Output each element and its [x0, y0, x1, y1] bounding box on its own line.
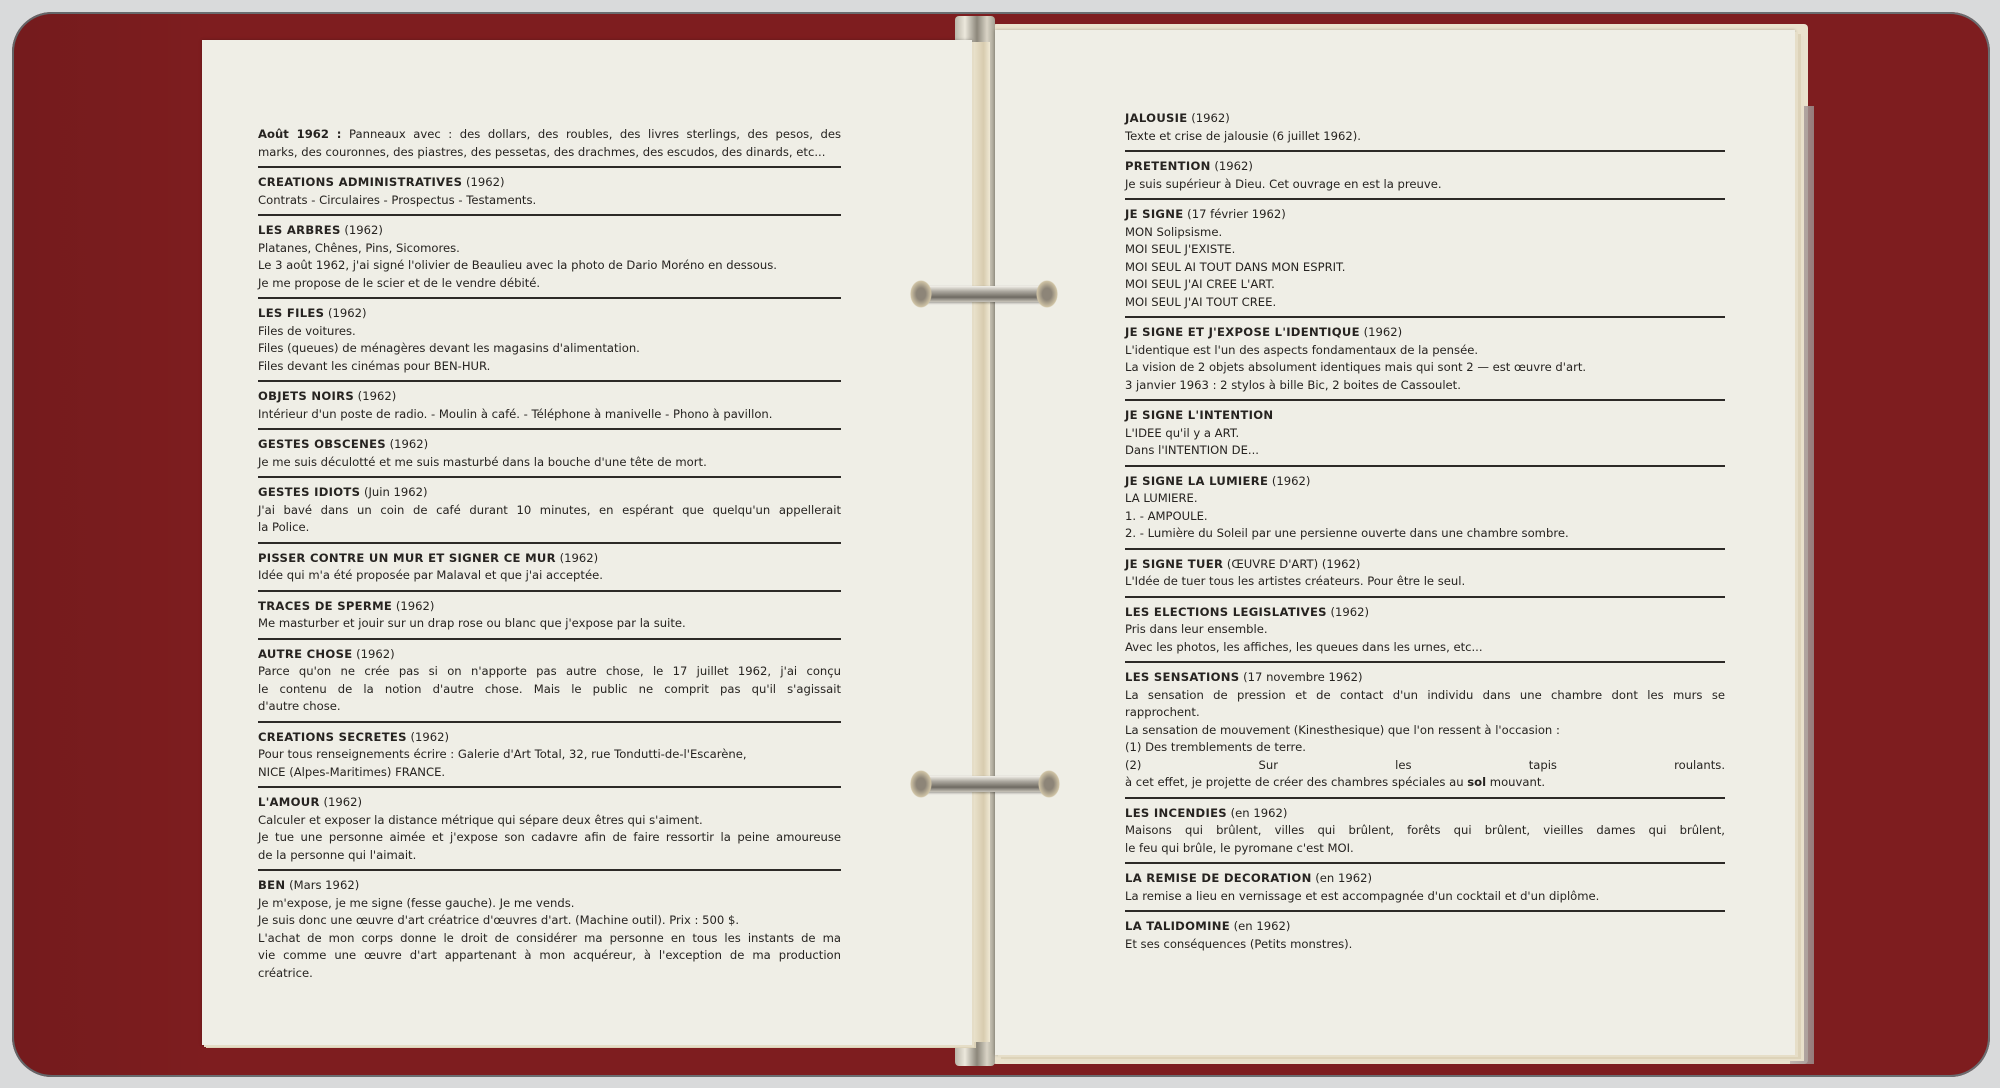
entry-date: (1962) [344, 223, 383, 237]
binder-ring-top [920, 286, 1048, 302]
punch-hole-left [910, 280, 932, 308]
entry-heading [1125, 324, 1725, 342]
entry-line: Je me propose de le scier et de le vendre débité. [258, 275, 541, 290]
entry-body [258, 567, 841, 585]
entry-body [1125, 342, 1725, 395]
entry-title: JE SIGNE ET J'EXPOSE L'IDENTIQUE [1125, 325, 1360, 339]
entry-date: (1962) [1271, 473, 1311, 488]
entry-date: (1962) [395, 598, 435, 613]
entry-la-remise-de-decoration [1125, 868, 1725, 912]
entry-line: L'IDEE qu'il y a ART. [1125, 425, 1240, 440]
entry-heading [258, 305, 841, 323]
punch-hole-right [1038, 770, 1060, 798]
entry-title: BEN [258, 878, 286, 892]
entry-date: (Juin 1962) [363, 485, 428, 499]
entry-creations-administratives [258, 172, 841, 216]
entry-line: Texte et crise de jalousie (6 juillet 1962). [1125, 128, 1361, 143]
entry-heading [1125, 110, 1725, 128]
entry-heading [258, 222, 841, 240]
entry-je-signe-la-lumiere [1125, 471, 1725, 550]
entry-l-amour [258, 792, 841, 871]
entry-heading [1125, 556, 1725, 574]
entry-line: J'ai bavé dans un coin de café durant 10 minutes, en espérant que quelqu'un appellerait [258, 502, 841, 517]
entry-heading [1125, 669, 1725, 687]
entry-date: (1962) [1363, 325, 1403, 339]
entry-intro [258, 124, 841, 168]
entry-line: Je tue une personne aimée et j'expose son cadavre afin de faire ressortir la peine amoureuse [258, 830, 841, 844]
entry-line: (2) Sur les tapis roulants. [1125, 757, 1725, 772]
entry-date: (1962) [1330, 604, 1370, 619]
entry-je-signe-tuer [1125, 554, 1725, 598]
entry-line: Files (queues) de ménagères devant les magasins d'alimentation. [258, 341, 640, 355]
entry-body [258, 406, 841, 424]
entry-heading [1125, 158, 1725, 176]
entry-title: LES SENSATIONS [1125, 670, 1240, 684]
entry-date: (1962) [1214, 159, 1253, 173]
entry-body [258, 895, 841, 983]
entry-line: (1) Des tremblements de terre. [1125, 740, 1306, 754]
entry-title: L'AMOUR [258, 795, 320, 809]
entry-date: (1962) [410, 729, 450, 744]
entry-line: MOI SEUL J'AI CREE L'ART. [1125, 277, 1275, 291]
entry-date: (1962) [327, 306, 367, 320]
entry-body [258, 812, 841, 865]
entry-title: LES ELECTIONS LEGISLATIVES [1125, 604, 1327, 619]
entry-date: (en 1962) [1233, 919, 1291, 933]
entry-line: Et ses conséquences (Petits monstres). [1125, 936, 1353, 951]
entry-title: CREATIONS ADMINISTRATIVES [258, 175, 463, 189]
entry-line: Je suis donc une œuvre d'art créatrice d'œuvres d'art. (Machine outil). Prix : 500 $. [258, 913, 740, 927]
entry-heading [258, 550, 841, 568]
entry-line: Maisons qui brûlent, villes qui brûlent, forêts qui brûlent, vieilles dames qui brûlent, [1125, 823, 1725, 837]
entry-line: 3 janvier 1963 : 2 stylos à bille Bic, 2 boites de Cassoulet. [1125, 377, 1461, 392]
entry-heading [258, 877, 841, 895]
entry-line: Je suis supérieur à Dieu. Cet ouvrage en est la preuve. [1125, 176, 1442, 191]
entry-la-talidomine [1125, 916, 1725, 958]
entry-line: Pour tous renseignements écrire : Galerie d'Art Total, 32, rue Tondutti-de-l'Escarène, [258, 747, 747, 761]
entry-line: 1. - AMPOULE. [1125, 508, 1208, 523]
entry-title: LA TALIDOMINE [1125, 919, 1230, 933]
entry-pisser-contre-un-mur-et-signer-ce-mur [258, 548, 841, 592]
entry-line: MON Solipsisme. [1125, 224, 1223, 239]
entry-heading [258, 598, 841, 616]
entry-title: GESTES OBSCENES [258, 437, 386, 451]
entry-line: Calculer et exposer la distance métrique qui sépare deux êtres qui s'aiment. [258, 812, 703, 827]
entry-line: Files de voitures. [258, 323, 356, 338]
punch-hole-right [1036, 280, 1058, 308]
punch-hole-left [910, 770, 932, 798]
entry-body [258, 454, 841, 472]
entry-heading [1125, 206, 1725, 224]
entry-body [1125, 621, 1725, 656]
emphasis-sol: sol [1467, 775, 1487, 789]
entry-date: (1962) [357, 389, 397, 403]
entry-heading [1125, 918, 1725, 936]
entry-body [1125, 936, 1725, 954]
entry-date: (1962) [559, 550, 599, 565]
entry-heading [1125, 805, 1725, 823]
right-entries [1125, 108, 1725, 958]
entry-date: (1962) [356, 646, 395, 661]
entry-title: PISSER CONTRE UN MUR ET SIGNER CE MUR [258, 550, 556, 565]
entry-les-files [258, 303, 841, 382]
entry-line: 2. - Lumière du Soleil par une persienne ouverte dans une chambre sombre. [1125, 526, 1569, 540]
entry-line: LA LUMIERE. [1125, 491, 1198, 505]
left-entries [258, 172, 841, 987]
entry-line: MOI SEUL J'EXISTE. [1125, 242, 1236, 256]
entry-body [258, 323, 841, 376]
entry-body [258, 746, 841, 781]
entry-heading [1125, 604, 1725, 622]
entry-title: AUTRE CHOSE [258, 646, 353, 661]
entry-heading [258, 484, 841, 502]
entry-line: Files devant les cinémas pour BEN-HUR. [258, 358, 491, 373]
entry-date: (17 février 1962) [1187, 207, 1286, 221]
entry-title: JE SIGNE L'INTENTION [1125, 408, 1274, 422]
entry-body [258, 502, 841, 537]
entry-line: Je m'expose, je me signe (fesse gauche). Je me vends. [258, 895, 575, 910]
entry-date: (1962) [1191, 111, 1230, 125]
entry-line: Avec les photos, les affiches, les queues dans les urnes, etc... [1125, 639, 1483, 654]
entry-gestes-idiots [258, 482, 841, 544]
entry-date: (en 1962) [1315, 871, 1372, 885]
entry-les-incendies [1125, 803, 1725, 865]
entry-title: GESTES IDIOTS [258, 485, 361, 499]
entry-line: La remise a lieu en vernissage et est accompagnée d'un cocktail et d'un diplôme. [1125, 888, 1600, 903]
entry-date: (ŒUVRE D'ART) (1962) [1226, 556, 1361, 571]
entry-line: rapprochent. [1125, 705, 1200, 719]
entry-body [1125, 687, 1725, 792]
entry-title: LES FILES [258, 306, 325, 320]
entry-les-elections-legislatives [1125, 602, 1725, 664]
entry-line: Août 1962 : Panneaux avec : des dollars, des roubles, des livres sterlings, des pesos, des [258, 127, 841, 141]
entry-title: JE SIGNE [1125, 207, 1184, 221]
entry-title: CREATIONS SECRETES [258, 729, 407, 744]
entry-heading [258, 436, 841, 454]
entry-line: à cet effet, je projette de créer des chambres spéciales au sol mouvant. [1125, 775, 1546, 789]
entry-line: MOI SEUL J'AI TOUT CREE. [1125, 294, 1277, 309]
entry-line: Pris dans leur ensemble. [1125, 622, 1268, 636]
entry-autre-chose [258, 644, 841, 723]
entry-line: Me masturber et jouir sur un drap rose ou blanc que j'expose par la suite. [258, 616, 686, 630]
entry-je-signe-l-intention [1125, 405, 1725, 467]
entry-body [1125, 822, 1725, 857]
entry-heading [1125, 407, 1725, 425]
entry-traces-de-sperme [258, 596, 841, 640]
entry-line: La sensation de mouvement (Kinesthesique) que l'on ressent à l'occasion : [1125, 722, 1560, 737]
right-page-text [1125, 108, 1725, 962]
entry-ben [258, 875, 841, 987]
entry-line: le feu qui brûle, le pyromane c'est MOI. [1125, 840, 1354, 855]
entry-jalousie [1125, 108, 1725, 152]
entry-creations-secretes [258, 727, 841, 789]
entry-line: NICE (Alpes-Maritimes) FRANCE. [258, 764, 446, 779]
intro-label: Août 1962 : [258, 127, 342, 141]
entry-line: de la personne qui l'aimait. [258, 847, 417, 862]
entry-les-arbres [258, 220, 841, 299]
entry-line: Dans l'INTENTION DE... [1125, 443, 1259, 457]
entry-title: TRACES DE SPERME [258, 598, 393, 613]
entry-objets-noirs [258, 386, 841, 430]
entry-heading [1125, 870, 1725, 888]
entry-date: (1962) [389, 437, 429, 451]
entry-date: (17 novembre 1962) [1243, 670, 1363, 684]
entry-body [1125, 128, 1725, 146]
entry-title: LES ARBRES [258, 223, 341, 237]
entry-date: (1962) [323, 795, 362, 809]
entry-body [1125, 888, 1725, 906]
entry-line: Intérieur d'un poste de radio. - Moulin à café. - Téléphone à manivelle - Phono à pavillon. [258, 406, 773, 421]
entry-body [1125, 176, 1725, 194]
entry-line: L'Idée de tuer tous les artistes créateurs. Pour être le seul. [1125, 574, 1466, 588]
entry-title: JALOUSIE [1125, 111, 1188, 125]
entry-heading [258, 729, 841, 747]
entry-heading [258, 174, 841, 192]
cover-shading [12, 12, 212, 1077]
left-page-text [258, 124, 841, 991]
entry-je-signe [1125, 204, 1725, 318]
entry-body [258, 192, 841, 210]
entry-body [258, 663, 841, 716]
binder-ring-bottom [920, 776, 1050, 792]
entry-date: (en 1962) [1230, 805, 1288, 820]
entry-body [1125, 573, 1725, 591]
entry-line: La vision de 2 objets absolument identiques mais qui sont 2 — est œuvre d'art. [1125, 360, 1587, 374]
entry-line: L'achat de mon corps donne le droit de considérer ma personne en tous les instants de ma [258, 930, 841, 945]
entry-line: Je me suis déculotté et me suis masturbé dans la bouche d'une tête de mort. [258, 454, 707, 469]
entry-body [1125, 490, 1725, 543]
entry-line: le contenu de la notion d'autre chose. Mais le public ne comprit pas qu'il s'agissait [258, 681, 841, 696]
entry-heading [258, 794, 841, 812]
entry-title: JE SIGNE LA LUMIERE [1125, 473, 1269, 488]
entry-line: La sensation de pression et de contact d'un individu dans une chambre dont les murs se [1125, 687, 1725, 702]
entry-heading [258, 388, 841, 406]
entry-pretention [1125, 156, 1725, 200]
entry-heading [1125, 473, 1725, 491]
entry-title: OBJETS NOIRS [258, 389, 354, 403]
entry-line: Idée qui m'a été proposée par Malaval et que j'ai acceptée. [258, 568, 603, 582]
entry-line: L'identique est l'un des aspects fondamentaux de la pensée. [1125, 342, 1479, 357]
entry-line: vie comme une œuvre d'art appartenant à mon acquéreur, à l'exception de ma production [258, 948, 841, 962]
entry-line: d'autre chose. [258, 699, 341, 713]
entry-line: MOI SEUL AI TOUT DANS MON ESPRIT. [1125, 259, 1346, 274]
entry-body [1125, 425, 1725, 460]
entry-body [258, 615, 841, 633]
entry-title: PRETENTION [1125, 159, 1211, 173]
entry-line: Parce qu'on ne crée pas si on n'apporte pas autre chose, le 17 juillet 1962, j'ai conçu [258, 664, 841, 678]
entry-les-sensations [1125, 667, 1725, 799]
entry-line: marks, des couronnes, des piastres, des pessetas, des drachmes, des escudos, des dinards, etc... [258, 144, 826, 159]
entry-line: Contrats - Circulaires - Prospectus - Testaments. [258, 192, 537, 207]
entry-gestes-obscenes [258, 434, 841, 478]
entry-line: Platanes, Chênes, Pins, Sicomores. [258, 240, 460, 255]
entry-heading [258, 646, 841, 664]
entry-je-signe-et-j-expose-l-identique [1125, 322, 1725, 401]
entry-body [258, 240, 841, 293]
entry-title: LES INCENDIES [1125, 805, 1227, 820]
entry-date: (1962) [465, 175, 505, 189]
entry-line: Le 3 août 1962, j'ai signé l'olivier de Beaulieu avec la photo de Dario Moréno en dessous. [258, 258, 777, 272]
entry-date: (Mars 1962) [289, 878, 360, 892]
entry-title: JE SIGNE TUER [1125, 556, 1224, 571]
entry-line: la Police. [258, 520, 310, 534]
entry-title: LA REMISE DE DECORATION [1125, 871, 1312, 885]
entry-line: créatrice. [258, 965, 313, 980]
entry-body [1125, 224, 1725, 312]
